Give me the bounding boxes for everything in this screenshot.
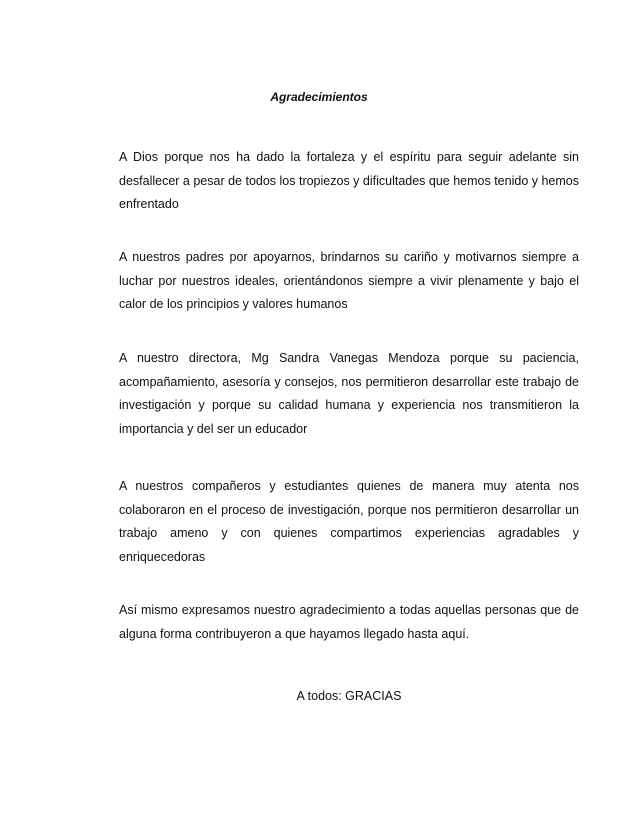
paragraph-directora: A nuestro directora, Mg Sandra Vanegas Mendoza porque su paciencia, acompañamiento, asesoría y consejos, nos permitieron desarrollar este trabajo de investigación y porque su calidad humana y experiencia nos transmitieron la importancia y del ser un educador bbox=[119, 351, 579, 436]
page-title: Agradecimientos bbox=[270, 90, 368, 104]
paragraph-personas: Así mismo expresamos nuestro agradecimiento a todas aquellas personas que de alguna forma contribuyeron a que hayamos llegado hasta aquí. bbox=[119, 603, 579, 641]
paragraph-dios: A Dios porque nos ha dado la fortaleza y el espíritu para seguir adelante sin desfallecer a pesar de todos los tropiezos y dificultades que hemos tenido y hemos enfrentado bbox=[119, 150, 579, 211]
paragraph-padres: A nuestros padres por apoyarnos, brindarnos su cariño y motivarnos siempre a luchar por nuestros ideales, orientándonos siempre a vivir plenamente y bajo el calor de los principios y valores humanos bbox=[119, 250, 579, 311]
paragraph-companeros: A nuestros compañeros y estudiantes quienes de manera muy atenta nos colaboraron en el proceso de investigación, porque nos permitieron desarrollar un trabajo ameno y con quienes compartimos experiencias agradables y enriquecedoras bbox=[119, 479, 579, 564]
closing-line: A todos: GRACIAS bbox=[296, 689, 402, 703]
